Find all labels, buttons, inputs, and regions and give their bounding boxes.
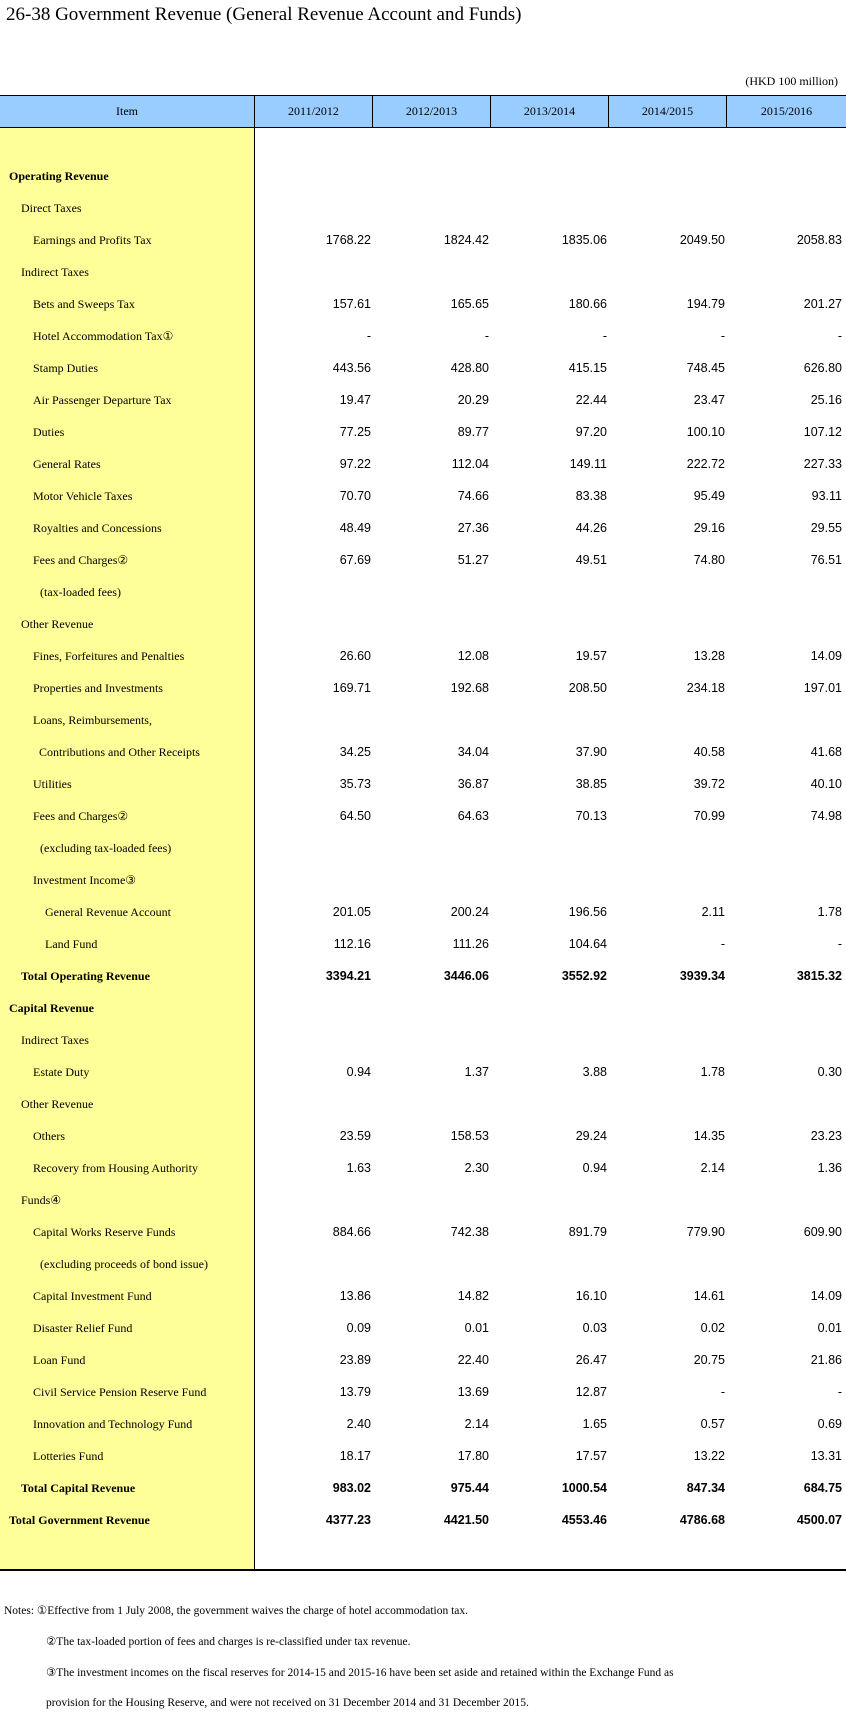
cell-value: 2.11 [701,905,725,919]
page-title: 26-38 Government Revenue (General Revenue Account and Funds) [6,4,522,25]
table-row [0,320,846,352]
cell-value: 196.56 [568,905,607,919]
note-3: ③The investment incomes on the fiscal reserves for 2014-15 and 2015-16 have been set aside and retained within the Exchange Fund as [46,1667,674,1679]
cell-value: 1000.54 [561,1481,607,1495]
table-row [0,672,846,704]
cell-value: 0.01 [464,1321,489,1335]
table-row [0,1280,846,1312]
cell-value: 192.68 [450,681,489,695]
cell-value: 0.30 [817,1065,842,1079]
cell-value: - [602,329,607,343]
cell-value: 3.88 [582,1065,607,1079]
cell-value: 194.79 [686,297,725,311]
cell-value: 227.33 [803,457,842,471]
cell-value: 27.36 [457,521,489,535]
note-2: ②The tax-loaded portion of fees and charges is re-classified under tax revenue. [46,1636,411,1648]
table-row [0,544,846,576]
header-year-2: 2012/2013 [373,96,491,127]
cell-value: 4553.46 [561,1513,607,1527]
cell-value: 222.72 [686,457,725,471]
table-row [0,1184,846,1216]
table-row [0,608,846,640]
row-label: Indirect Taxes [21,1033,89,1047]
table-row [0,896,846,928]
row-label: (excluding proceeds of bond issue) [40,1257,208,1271]
cell-value: 983.02 [332,1481,371,1495]
table-row [0,224,846,256]
cell-value: 1.63 [346,1161,371,1175]
cell-value: 97.20 [575,425,607,439]
cell-value: 13.69 [457,1385,489,1399]
row-label: Royalties and Concessions [33,521,162,535]
row-label: (tax-loaded fees) [40,585,121,599]
cell-value: 49.51 [575,553,607,567]
row-label: Civil Service Pension Reserve Fund [33,1385,207,1399]
cell-value: 70.99 [693,809,725,823]
cell-value: 70.13 [575,809,607,823]
cell-value: 13.86 [339,1289,371,1303]
table-row [0,1088,846,1120]
row-label: Loans, Reimbursements, [33,713,152,727]
cell-value: 104.64 [568,937,607,951]
table-row [0,1312,846,1344]
cell-value: 158.53 [450,1129,489,1143]
cell-value: 975.44 [450,1481,489,1495]
cell-value: 14.82 [457,1289,489,1303]
cell-value: 1.65 [582,1417,607,1431]
cell-value: - [720,937,725,951]
table-row [0,1024,846,1056]
cell-value: 3394.21 [325,969,371,983]
cell-value: 3446.06 [443,969,489,983]
cell-value: 14.09 [810,649,842,663]
cell-value: 626.80 [803,361,842,375]
cell-value: 201.05 [332,905,371,919]
cell-value: 64.63 [457,809,489,823]
cell-value: 112.16 [333,937,371,951]
row-label: Loan Fund [33,1353,86,1367]
table-row [0,160,846,192]
cell-value: 95.49 [693,489,725,503]
cell-value: 2.14 [700,1161,725,1175]
cell-value: 3939.34 [679,969,725,983]
cell-value: 107.12 [803,425,842,439]
cell-value: 3815.32 [796,969,842,983]
cell-value: 779.90 [686,1225,725,1239]
table-row [0,1504,846,1536]
cell-value: 40.58 [693,745,725,759]
cell-value: 18.17 [339,1449,371,1463]
cell-value: 29.16 [693,521,725,535]
cell-value: 847.34 [686,1481,725,1495]
table-row [0,1376,846,1408]
cell-value: 37.90 [575,745,607,759]
table-row [0,288,846,320]
cell-value: 234.18 [686,681,725,695]
cell-value: 13.28 [693,649,725,663]
row-label: Direct Taxes [21,201,82,215]
cell-value: 3552.92 [561,969,607,983]
cell-value: 428.80 [450,361,489,375]
row-label: Contributions and Other Receipts [39,745,200,759]
cell-value: 19.47 [339,393,371,407]
cell-value: 111.26 [452,937,489,951]
row-label: Total Operating Revenue [21,969,150,983]
row-label: Hotel Accommodation Tax① [33,329,174,343]
table-row [0,352,846,384]
cell-value: 1.37 [464,1065,489,1079]
row-label: Recovery from Housing Authority [33,1161,198,1175]
cell-value: 16.10 [575,1289,607,1303]
cell-value: 64.50 [339,809,371,823]
cell-value: - [837,1385,842,1399]
cell-value: 14.61 [693,1289,725,1303]
cell-value: 891.79 [568,1225,607,1239]
cell-value: 2.40 [346,1417,371,1431]
cell-value: 1768.22 [325,233,371,247]
cell-value: 100.10 [686,425,725,439]
cell-value: 2049.50 [679,233,725,247]
cell-value: 17.57 [575,1449,607,1463]
row-label: Capital Revenue [9,1001,94,1015]
cell-value: 17.80 [457,1449,489,1463]
table-row [0,832,846,864]
table-row [0,1056,846,1088]
row-label: Capital Works Reserve Funds [33,1225,176,1239]
cell-value: 1.36 [817,1161,842,1175]
cell-value: 76.51 [810,553,842,567]
table-row [0,1216,846,1248]
table-row [0,256,846,288]
cell-value: 200.24 [450,905,489,919]
cell-value: 2.14 [464,1417,489,1431]
revenue-table [0,95,846,1571]
row-label: Fines, Forfeitures and Penalties [33,649,185,663]
cell-value: 197.01 [803,681,842,695]
table-row [0,576,846,608]
cell-value: 97.22 [339,457,371,471]
table-row [0,736,846,768]
cell-value: 20.75 [693,1353,725,1367]
row-label: Funds④ [21,1193,62,1207]
cell-value: 74.98 [810,809,842,823]
cell-value: 4786.68 [679,1513,725,1527]
table-row [0,1344,846,1376]
cell-value: 35.73 [339,777,371,791]
cell-value: 0.94 [346,1065,371,1079]
cell-value: 13.31 [810,1449,842,1463]
cell-value: 0.94 [582,1161,607,1175]
cell-value: 169.71 [332,681,371,695]
table-row [0,768,846,800]
table-row [0,800,846,832]
cell-value: 443.56 [332,361,371,375]
cell-value: 149.11 [569,457,607,471]
table-row [0,640,846,672]
cell-value: 742.38 [450,1225,489,1239]
cell-value: 180.66 [568,297,607,311]
row-label: Capital Investment Fund [33,1289,152,1303]
cell-value: 1824.42 [443,233,489,247]
row-label: Total Capital Revenue [21,1481,136,1495]
cell-value: 26.47 [575,1353,607,1367]
cell-value: 34.25 [339,745,371,759]
cell-value: 41.68 [810,745,842,759]
cell-value: 13.79 [339,1385,371,1399]
cell-value: 157.61 [332,297,371,311]
cell-value: 19.57 [575,649,607,663]
row-label: Investment Income③ [33,873,137,887]
cell-value: - [837,329,842,343]
row-label: Utilities [33,777,72,791]
row-label: Stamp Duties [33,361,98,375]
row-label: Innovation and Technology Fund [33,1417,193,1431]
table-row [0,384,846,416]
cell-value: 1.78 [817,905,842,919]
row-label: Indirect Taxes [21,265,89,279]
table-row [0,1248,846,1280]
table-row [0,448,846,480]
cell-value: 29.24 [575,1129,607,1143]
header-year-5: 2015/2016 [760,104,813,118]
table-row [0,1408,846,1440]
row-label: Other Revenue [21,617,94,631]
cell-value: 39.72 [693,777,725,791]
cell-value: 25.16 [810,393,842,407]
table-row [0,1120,846,1152]
cell-value: 44.26 [575,521,607,535]
row-label: Disaster Relief Fund [33,1321,133,1335]
cell-value: - [366,329,371,343]
cell-value: 0.69 [817,1417,842,1431]
cell-value: - [484,329,489,343]
unit-label: (HKD 100 million) [745,74,838,88]
cell-value: 77.25 [339,425,371,439]
cell-value: 22.40 [457,1353,489,1367]
table-row [0,480,846,512]
cell-value: 415.15 [568,361,607,375]
cell-value: - [837,937,842,951]
row-label: General Rates [33,457,101,471]
cell-value: 13.22 [693,1449,725,1463]
cell-value: 0.03 [582,1321,607,1335]
table-rows [0,160,846,1536]
table-row [0,192,846,224]
cell-value: 12.08 [457,649,489,663]
table-row [0,928,846,960]
cell-value: 83.38 [575,489,607,503]
cell-value: 23.89 [339,1353,371,1367]
row-label: Land Fund [45,937,98,951]
header-year-1: 2011/2012 [255,96,373,127]
cell-value: 89.77 [457,425,489,439]
cell-value: 748.45 [686,361,725,375]
cell-value: 12.87 [575,1385,607,1399]
cell-value: 0.02 [700,1321,725,1335]
note-4: provision for the Housing Reserve, and were not received on 31 December 2014 and 31 December 2015. [46,1697,529,1709]
cell-value: 23.47 [693,393,725,407]
cell-value: 2058.83 [796,233,842,247]
row-label: Total Government Revenue [9,1513,150,1527]
table-row [0,1440,846,1472]
cell-value: 34.04 [457,745,489,759]
row-label: Others [33,1129,65,1143]
cell-value: 14.09 [810,1289,842,1303]
cell-value: 26.60 [339,649,371,663]
table-header [0,95,846,128]
table-row [0,864,846,896]
cell-value: 22.44 [575,393,607,407]
note-1: Notes: ①Effective from 1 July 2008, the government waives the charge of hotel accommodation tax. [4,1605,469,1617]
cell-value: 14.35 [693,1129,725,1143]
cell-value: 4421.50 [443,1513,489,1527]
cell-value: 0.57 [700,1417,725,1431]
row-label: General Revenue Account [45,905,171,919]
cell-value: 4500.07 [796,1513,842,1527]
row-label: Duties [33,425,65,439]
row-label: (excluding tax-loaded fees) [40,841,172,855]
header-item: Item [0,96,255,127]
row-label: Fees and Charges② [33,553,129,567]
cell-value: 208.50 [568,681,607,695]
row-label: Estate Duty [33,1065,90,1079]
cell-value: 21.86 [810,1353,842,1367]
table-row [0,960,846,992]
cell-value: 20.29 [457,393,489,407]
table-row [0,704,846,736]
table-row [0,1472,846,1504]
cell-value: 29.55 [810,521,842,535]
cell-value: 51.27 [457,553,489,567]
row-label: Air Passenger Departure Tax [33,393,172,407]
table-body [0,128,846,1571]
cell-value: 38.85 [575,777,607,791]
cell-value: 93.11 [811,489,842,503]
cell-value: 884.66 [332,1225,371,1239]
cell-value: 48.49 [339,521,371,535]
cell-value: 74.66 [457,489,489,503]
row-label: Operating Revenue [9,169,109,183]
table-row [0,512,846,544]
cell-value: - [720,1385,725,1399]
row-label: Motor Vehicle Taxes [33,489,133,503]
cell-value: 684.75 [803,1481,842,1495]
row-label: Lotteries Fund [33,1449,104,1463]
row-label: Properties and Investments [33,681,163,695]
cell-value: 23.23 [810,1129,842,1143]
table-row [0,992,846,1024]
row-label: Other Revenue [21,1097,94,1111]
header-year-3: 2013/2014 [491,96,609,127]
header-year-4: 2014/2015 [609,96,727,127]
cell-value: 36.87 [457,777,489,791]
cell-value: 4377.23 [325,1513,371,1527]
cell-value: 0.09 [346,1321,371,1335]
cell-value: 0.01 [817,1321,842,1335]
cell-value: 201.27 [803,297,842,311]
cell-value: 2.30 [464,1161,489,1175]
table-row [0,416,846,448]
table-row [0,1152,846,1184]
cell-value: 23.59 [339,1129,371,1143]
cell-value: 40.10 [810,777,842,791]
cell-value: 1.78 [700,1065,725,1079]
cell-value: 70.70 [339,489,371,503]
row-label: Fees and Charges② [33,809,129,823]
cell-value: 1835.06 [561,233,607,247]
row-label: Earnings and Profits Tax [33,233,152,247]
cell-value: 112.04 [451,457,489,471]
cell-value: 609.90 [803,1225,842,1239]
row-label: Bets and Sweeps Tax [33,297,135,311]
cell-value: 74.80 [693,553,725,567]
cell-value: - [720,329,725,343]
cell-value: 165.65 [450,297,489,311]
cell-value: 67.69 [339,553,371,567]
